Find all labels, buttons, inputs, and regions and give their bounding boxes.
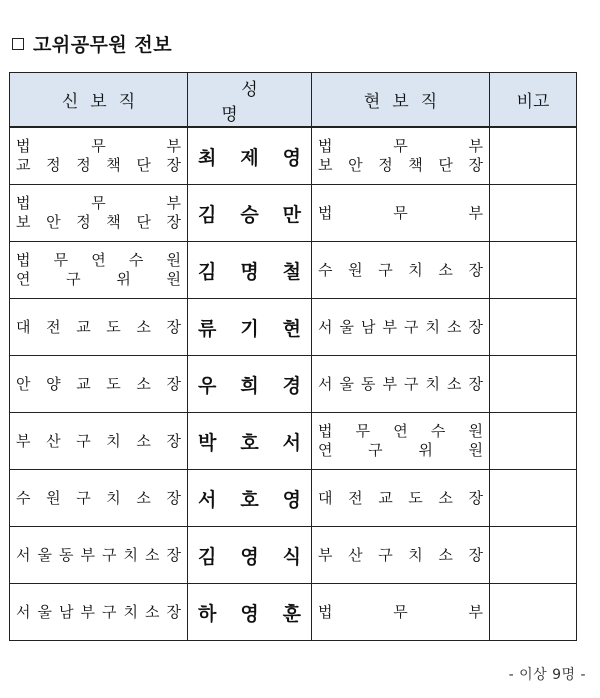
name-cell bbox=[188, 242, 312, 299]
table-row bbox=[10, 413, 577, 470]
table-row bbox=[10, 584, 577, 641]
current-position-cell bbox=[312, 584, 490, 641]
new-position-cell bbox=[10, 584, 188, 641]
new-position-cell bbox=[10, 527, 188, 584]
new-position-cell-line: 법 무 연 수 원 bbox=[16, 251, 181, 269]
new-position-cell-line: 부 산 구 치 소 장 bbox=[16, 431, 181, 450]
current-position-cell-line: 법 무 연 수 원 bbox=[318, 422, 483, 440]
remarks-cell bbox=[490, 413, 577, 470]
document-title bbox=[12, 30, 172, 57]
remarks-cell bbox=[490, 299, 577, 356]
checkbox-icon bbox=[12, 38, 24, 50]
header-current-position: 현보직 bbox=[312, 73, 490, 128]
name-cell bbox=[188, 356, 312, 413]
footer-count: - 이상 9명 - bbox=[508, 667, 586, 683]
person-name: 서 호 영 bbox=[198, 488, 301, 511]
new-position-cell-line: 안 양 교 도 소 장 bbox=[16, 374, 181, 393]
person-name: 하 영 훈 bbox=[198, 602, 301, 625]
remarks-cell bbox=[490, 527, 577, 584]
new-position-cell-line: 법 무 부 bbox=[16, 194, 181, 212]
new-position-cell-line: 법 무 부 bbox=[16, 137, 181, 155]
table-row bbox=[10, 299, 577, 356]
person-name: 김 승 만 bbox=[198, 203, 301, 226]
current-position-cell bbox=[312, 356, 490, 413]
current-position-cell-line: 부 산 구 치 소 장 bbox=[318, 545, 483, 564]
header-new-position: 신보직 bbox=[10, 73, 188, 128]
name-cell bbox=[188, 127, 312, 185]
name-cell bbox=[188, 584, 312, 641]
new-position-cell bbox=[10, 356, 188, 413]
new-position-cell-line: 서 울 남 부 구 치 소 장 bbox=[16, 602, 181, 621]
new-position-cell-line: 수 원 구 치 소 장 bbox=[16, 488, 181, 507]
current-position-cell bbox=[312, 527, 490, 584]
new-position-cell bbox=[10, 413, 188, 470]
table-header-row bbox=[10, 73, 577, 128]
new-position-cell-line: 서 울 동 부 구 치 소 장 bbox=[16, 545, 181, 564]
current-position-cell-line: 서 울 남 부 구 치 소 장 bbox=[318, 317, 483, 336]
remarks-cell bbox=[490, 185, 577, 242]
current-position-cell bbox=[312, 470, 490, 527]
remarks-cell bbox=[490, 584, 577, 641]
name-cell bbox=[188, 527, 312, 584]
new-position-cell-line: 대 전 교 도 소 장 bbox=[16, 317, 181, 336]
person-name: 김 명 철 bbox=[198, 260, 301, 283]
remarks-cell bbox=[490, 242, 577, 299]
new-position-cell-line: 보 안 정 책 단 장 bbox=[16, 213, 181, 231]
header-remarks: 비고 bbox=[490, 73, 577, 128]
current-position-cell-line: 서 울 동 부 구 치 소 장 bbox=[318, 374, 483, 393]
current-position-cell-line: 법 무 부 bbox=[318, 602, 483, 621]
table-row bbox=[10, 185, 577, 242]
name-cell bbox=[188, 185, 312, 242]
current-position-cell bbox=[312, 413, 490, 470]
new-position-cell bbox=[10, 242, 188, 299]
table-row bbox=[10, 470, 577, 527]
current-position-cell-line: 법 무 부 bbox=[318, 137, 483, 155]
current-position-cell bbox=[312, 299, 490, 356]
new-position-cell-line: 연 구 위 원 bbox=[16, 270, 181, 288]
table-row bbox=[10, 127, 577, 185]
table-row bbox=[10, 242, 577, 299]
personnel-table bbox=[9, 72, 577, 641]
name-cell bbox=[188, 299, 312, 356]
remarks-cell bbox=[490, 356, 577, 413]
header-name: 성명 bbox=[188, 73, 312, 128]
current-position-cell-line: 법 무 부 bbox=[318, 203, 483, 222]
new-position-cell-line: 교 정 정 책 단 장 bbox=[16, 156, 181, 174]
remarks-cell bbox=[490, 127, 577, 185]
current-position-cell bbox=[312, 242, 490, 299]
current-position-cell bbox=[312, 127, 490, 185]
title-text: 고위공무원 전보 bbox=[33, 34, 173, 56]
name-cell bbox=[188, 413, 312, 470]
current-position-cell-line: 수 원 구 치 소 장 bbox=[318, 260, 483, 279]
new-position-cell bbox=[10, 127, 188, 185]
person-name: 류 기 현 bbox=[198, 317, 301, 340]
current-position-cell-line: 대 전 교 도 소 장 bbox=[318, 488, 483, 507]
name-cell bbox=[188, 470, 312, 527]
current-position-cell-line: 보 안 정 책 단 장 bbox=[318, 156, 483, 174]
current-position-cell-line: 연 구 위 원 bbox=[318, 441, 483, 459]
remarks-cell bbox=[490, 470, 577, 527]
person-name: 박 호 서 bbox=[198, 431, 301, 454]
new-position-cell bbox=[10, 185, 188, 242]
person-name: 최 제 영 bbox=[198, 146, 301, 169]
current-position-cell bbox=[312, 185, 490, 242]
table-row bbox=[10, 356, 577, 413]
table-row bbox=[10, 527, 577, 584]
new-position-cell bbox=[10, 470, 188, 527]
person-name: 김 영 식 bbox=[198, 545, 301, 568]
person-name: 우 희 경 bbox=[198, 374, 301, 397]
new-position-cell bbox=[10, 299, 188, 356]
